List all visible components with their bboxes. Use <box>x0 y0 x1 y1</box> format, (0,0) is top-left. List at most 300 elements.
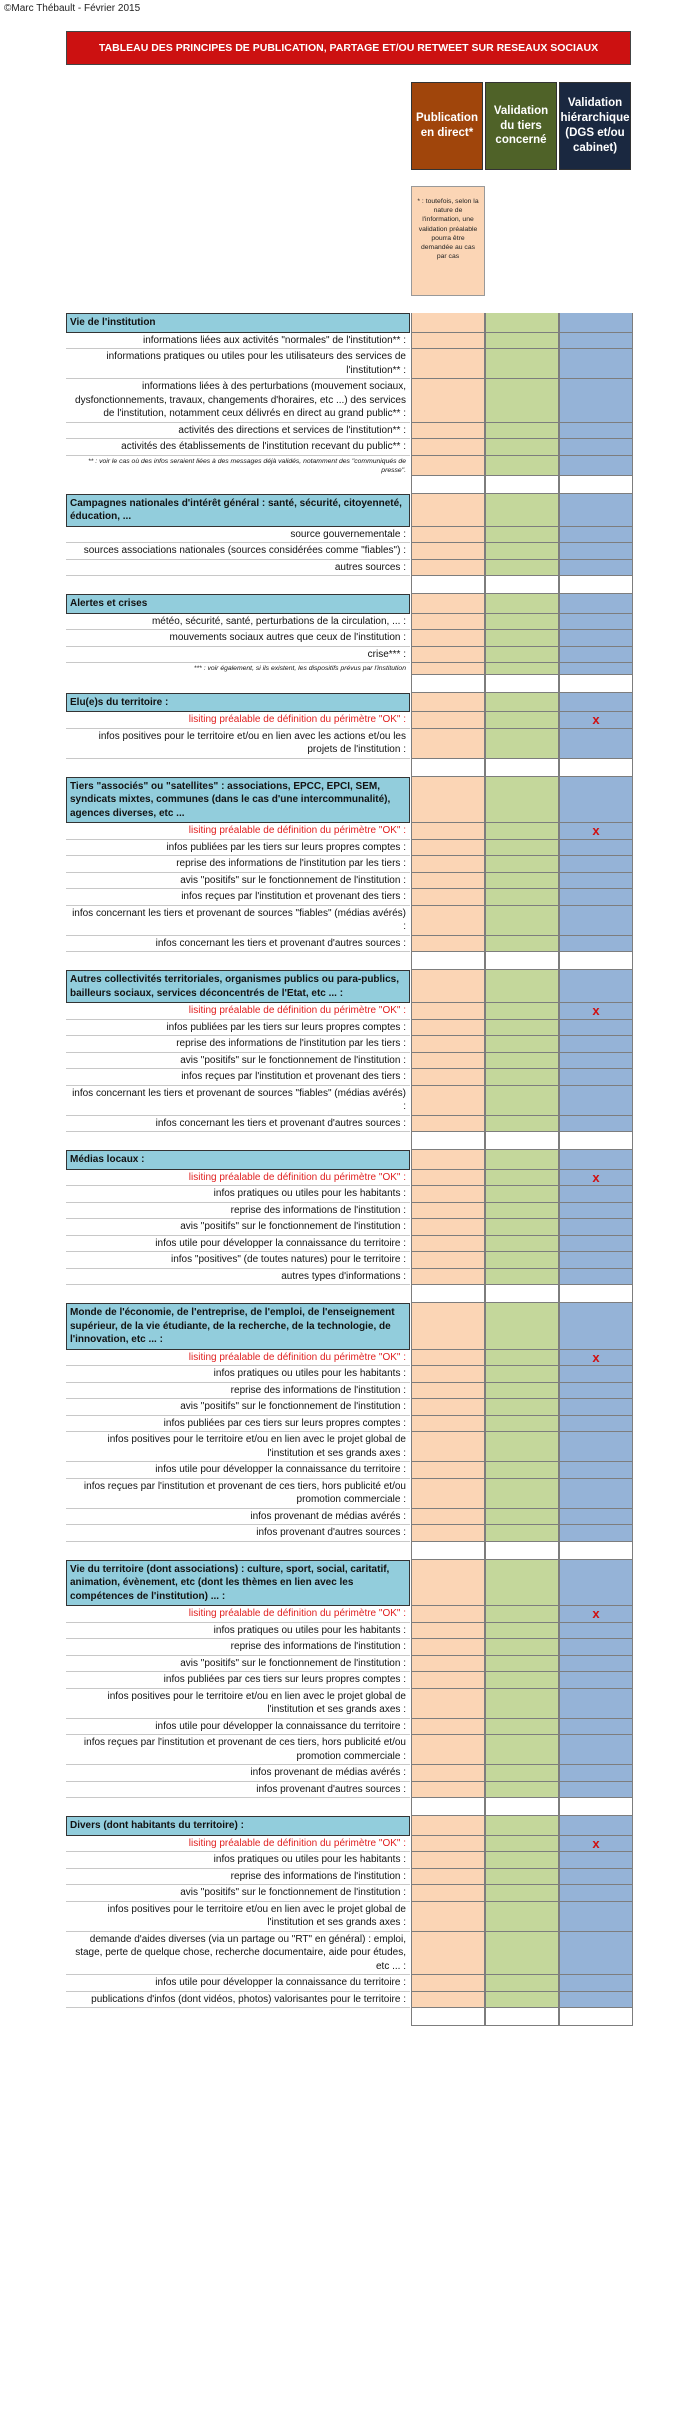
cell-validation-tiers <box>485 1560 559 1607</box>
check-mark: x <box>592 1169 600 1185</box>
cell-validation-hierarchique <box>559 1639 633 1656</box>
table-row <box>66 543 633 560</box>
check-mark: x <box>592 1003 600 1019</box>
cell-validation-tiers <box>485 1285 559 1303</box>
cell-validation-tiers <box>485 1992 559 2009</box>
table-row <box>66 1852 633 1869</box>
table-row <box>66 936 633 953</box>
cell-validation-tiers <box>485 439 559 456</box>
section-row <box>66 693 633 713</box>
cell-publication <box>411 423 485 440</box>
cell-validation-tiers <box>485 1932 559 1976</box>
cell-publication <box>411 936 485 953</box>
table-row <box>66 630 633 647</box>
cell-publication <box>411 576 485 594</box>
cell-publication <box>411 1252 485 1269</box>
cell-validation-hierarchique <box>559 1186 633 1203</box>
row-label: infos positives pour le territoire et/ou en lien avec le projet global de l'institution et ses grands axes : <box>66 1689 410 1719</box>
table-row <box>66 1509 633 1526</box>
cell-publication <box>411 1150 485 1170</box>
cell-validation-hierarchique <box>559 1170 633 1187</box>
row-label: mouvements sociaux autres que ceux de l'institution : <box>66 630 410 647</box>
table-row <box>66 1719 633 1736</box>
row-label: infos utile pour développer la connaissance du territoire : <box>66 1719 410 1736</box>
cell-publication <box>411 1383 485 1400</box>
section-title: Vie du territoire (dont associations) : culture, sport, social, caritatif, animation, évènement, etc (dont les thèmes en lien avec les compétences de l'institution) ... : <box>66 1560 410 1607</box>
cell-validation-tiers <box>485 1236 559 1253</box>
cell-publication <box>411 630 485 647</box>
spacer-row <box>66 759 633 777</box>
cell-validation-tiers <box>485 560 559 577</box>
row-label: avis "positifs" sur le fonctionnement de l'institution : <box>66 1219 410 1236</box>
table-row <box>66 1086 633 1116</box>
row-label: lisiting préalable de définition du périmètre "OK" : <box>66 823 410 840</box>
section-row <box>66 1303 633 1350</box>
cell-publication <box>411 1086 485 1116</box>
cell-validation-tiers <box>485 1816 559 1836</box>
cell-validation-tiers <box>485 1462 559 1479</box>
table-row <box>66 1689 633 1719</box>
spacer-row <box>66 952 633 970</box>
row-label: infos reçues par l'institution et provenant de ces tiers, hors publicité et/ou promotion commerciale : <box>66 1735 410 1765</box>
row-label: infos concernant les tiers et provenant de sources "fiables" (médias avérés) : <box>66 1086 410 1116</box>
footnote: *** : voir également, si ils existent, les dispositifs prévus par l'institution <box>193 665 406 673</box>
cell-validation-tiers <box>485 1086 559 1116</box>
cell-validation-hierarchique <box>559 1285 633 1303</box>
cell-publication <box>411 952 485 970</box>
cell-publication <box>411 1350 485 1367</box>
cell-validation-tiers <box>485 1765 559 1782</box>
cell-validation-hierarchique <box>559 333 633 350</box>
table-row <box>66 1236 633 1253</box>
cell-validation-hierarchique <box>559 1350 633 1367</box>
table-row <box>66 349 633 379</box>
cell-validation-hierarchique <box>559 647 633 664</box>
cell-publication <box>411 1509 485 1526</box>
spacer-row <box>66 476 633 494</box>
table-row <box>66 1036 633 1053</box>
cell-validation-tiers <box>485 423 559 440</box>
table-row <box>66 1069 633 1086</box>
cell-publication <box>411 560 485 577</box>
table-row <box>66 647 633 664</box>
row-label: informations liées à des perturbations (mouvement sociaux, dysfonctionnements, travaux, changements d'horaires, etc ...) des services de l'institution, notamment ceux délivrés en direct au grand public** : <box>66 379 410 423</box>
cell-publication <box>411 1689 485 1719</box>
table-row <box>66 1782 633 1799</box>
cell-publication <box>411 693 485 713</box>
section-title: Médias locaux : <box>66 1150 410 1170</box>
cell-validation-hierarchique <box>559 1399 633 1416</box>
cell-validation-tiers <box>485 1069 559 1086</box>
cell-validation-tiers <box>485 1132 559 1150</box>
table-row <box>66 1116 633 1133</box>
table-row <box>66 1186 633 1203</box>
spacer-row <box>66 576 633 594</box>
cell-validation-hierarchique <box>559 1069 633 1086</box>
cell-validation-tiers <box>485 936 559 953</box>
cell-validation-tiers <box>485 663 559 674</box>
table-row <box>66 1383 633 1400</box>
table-row <box>66 1885 633 1902</box>
cell-validation-tiers <box>485 313 559 333</box>
table-row <box>66 1672 633 1689</box>
table-row <box>66 1932 633 1976</box>
cell-publication <box>411 675 485 693</box>
cell-validation-hierarchique <box>559 1203 633 1220</box>
spacer <box>66 476 410 494</box>
cell-validation-hierarchique <box>559 594 633 614</box>
row-label: publications d'infos (dont vidéos, photos) valorisantes pour le territoire : <box>66 1992 410 2009</box>
row-label: avis "positifs" sur le fonctionnement de l'institution : <box>66 1885 410 1902</box>
cell-validation-tiers <box>485 1252 559 1269</box>
cell-publication <box>411 1606 485 1623</box>
cell-validation-hierarchique <box>559 1689 633 1719</box>
cell-validation-hierarchique <box>559 840 633 857</box>
row-label: autres sources : <box>66 560 410 577</box>
table-row <box>66 1869 633 1886</box>
cell-publication <box>411 1116 485 1133</box>
cell-publication <box>411 1036 485 1053</box>
cell-validation-hierarchique <box>559 970 633 1003</box>
cell-validation-hierarchique <box>559 576 633 594</box>
column-header-validation-tiers: Validation du tiers concerné <box>485 82 557 170</box>
cell-validation-hierarchique <box>559 729 633 759</box>
table-row <box>66 1479 633 1509</box>
cell-validation-tiers <box>485 889 559 906</box>
cell-validation-hierarchique <box>559 1992 633 2009</box>
cell-publication <box>411 1992 485 2009</box>
cell-validation-hierarchique <box>559 1416 633 1433</box>
cell-validation-tiers <box>485 1003 559 1020</box>
section-title: Elu(e)s du territoire : <box>66 693 410 713</box>
row-label: reprise des informations de l'institution : <box>66 1203 410 1220</box>
cell-validation-hierarchique <box>559 1782 633 1799</box>
table-row <box>66 333 633 350</box>
cell-validation-hierarchique <box>559 1885 633 1902</box>
cell-validation-tiers <box>485 712 559 729</box>
cell-validation-tiers <box>485 1053 559 1070</box>
row-label: reprise des informations de l'institution par les tiers : <box>66 1036 410 1053</box>
spacer-row <box>66 1285 633 1303</box>
table-row <box>66 439 633 456</box>
cell-validation-tiers <box>485 543 559 560</box>
table-row <box>66 1462 633 1479</box>
cell-validation-hierarchique <box>559 1816 633 1836</box>
section-title: Alertes et crises <box>66 594 410 614</box>
cell-validation-hierarchique <box>559 712 633 729</box>
table-row <box>66 1639 633 1656</box>
table-row <box>66 712 633 729</box>
row-label: reprise des informations de l'institution : <box>66 1869 410 1886</box>
row-label: infos utile pour développer la connaissance du territoire : <box>66 1462 410 1479</box>
cell-validation-tiers <box>485 1303 559 1350</box>
cell-validation-hierarchique <box>559 1086 633 1116</box>
cell-publication <box>411 1885 485 1902</box>
cell-publication <box>411 1869 485 1886</box>
cell-validation-hierarchique <box>559 823 633 840</box>
cell-validation-tiers <box>485 823 559 840</box>
column-header-validation-hierarchique: Validation hiérarchique (DGS et/ou cabinet) <box>559 82 631 170</box>
table-row <box>66 856 633 873</box>
cell-publication <box>411 594 485 614</box>
cell-validation-tiers <box>485 873 559 890</box>
cell-validation-hierarchique <box>559 1269 633 1286</box>
cell-publication <box>411 1186 485 1203</box>
cell-validation-hierarchique <box>559 1479 633 1509</box>
cell-validation-hierarchique <box>559 1003 633 1020</box>
table-row <box>66 889 633 906</box>
cell-validation-tiers <box>485 494 559 527</box>
cell-validation-hierarchique <box>559 1672 633 1689</box>
cell-validation-hierarchique <box>559 1765 633 1782</box>
cell-validation-tiers <box>485 952 559 970</box>
cell-publication <box>411 1269 485 1286</box>
row-label: reprise des informations de l'institution par les tiers : <box>66 856 410 873</box>
row-label: avis "positifs" sur le fonctionnement de l'institution : <box>66 1053 410 1070</box>
cell-validation-hierarchique <box>559 889 633 906</box>
cell-validation-hierarchique <box>559 1303 633 1350</box>
row-label: infos publiées par les tiers sur leurs propres comptes : <box>66 840 410 857</box>
cell-publication <box>411 1765 485 1782</box>
table-row <box>66 873 633 890</box>
cell-publication <box>411 1053 485 1070</box>
cell-validation-tiers <box>485 1509 559 1526</box>
row-label: infos concernant les tiers et provenant de sources "fiables" (médias avérés) : <box>66 906 410 936</box>
cell-publication <box>411 729 485 759</box>
cell-validation-tiers <box>485 1902 559 1932</box>
table-row <box>66 1252 633 1269</box>
row-label: infos reçues par l'institution et provenant des tiers : <box>66 1069 410 1086</box>
copyright: ©Marc Thébault - Février 2015 <box>4 3 141 14</box>
cell-publication <box>411 527 485 544</box>
cell-validation-hierarchique <box>559 527 633 544</box>
table-row <box>66 1623 633 1640</box>
row-label: infos provenant d'autres sources : <box>66 1782 410 1799</box>
cell-publication <box>411 712 485 729</box>
cell-validation-tiers <box>485 349 559 379</box>
row-label: avis "positifs" sur le fonctionnement de l'institution : <box>66 1656 410 1673</box>
spacer <box>66 759 410 777</box>
cell-validation-hierarchique <box>559 2008 633 2026</box>
cell-publication <box>411 614 485 631</box>
row-label: source gouvernementale : <box>66 527 410 544</box>
table-row <box>66 906 633 936</box>
cell-validation-hierarchique <box>559 1236 633 1253</box>
table-row <box>66 1432 633 1462</box>
footnote: ** : voir le cas où des infos seraient liées à des messages déjà validés, notamment des "communiqués de presse". <box>88 457 406 474</box>
footnote-row <box>66 663 633 674</box>
cell-publication <box>411 1639 485 1656</box>
cell-validation-tiers <box>485 1219 559 1236</box>
cell-validation-tiers <box>485 379 559 423</box>
row-label: lisiting préalable de définition du périmètre "OK" : <box>66 1606 410 1623</box>
cell-publication <box>411 2008 485 2026</box>
cell-validation-hierarchique <box>559 1116 633 1133</box>
cell-validation-tiers <box>485 1975 559 1992</box>
cell-publication <box>411 1932 485 1976</box>
row-label: infos pratiques ou utiles pour les habitants : <box>66 1186 410 1203</box>
cell-publication <box>411 1623 485 1640</box>
cell-validation-hierarchique <box>559 1656 633 1673</box>
cell-publication <box>411 439 485 456</box>
cell-publication <box>411 476 485 494</box>
cell-validation-tiers <box>485 2008 559 2026</box>
row-label: lisiting préalable de définition du périmètre "OK" : <box>66 1003 410 1020</box>
cell-publication <box>411 823 485 840</box>
cell-validation-hierarchique <box>559 663 633 674</box>
cell-publication <box>411 1852 485 1869</box>
cell-publication <box>411 456 485 476</box>
cell-validation-hierarchique <box>559 952 633 970</box>
table-row <box>66 1836 633 1853</box>
row-label: infos publiées par ces tiers sur leurs propres comptes : <box>66 1416 410 1433</box>
check-mark: x <box>592 1606 600 1622</box>
row-label: autres types d'informations : <box>66 1269 410 1286</box>
cell-publication <box>411 1303 485 1350</box>
cell-publication <box>411 349 485 379</box>
cell-publication <box>411 1285 485 1303</box>
row-label: infos positives pour le territoire et/ou en lien avec les actions et/ou les projets de l'institution : <box>66 729 410 759</box>
cell-validation-hierarchique <box>559 1902 633 1932</box>
cell-validation-hierarchique <box>559 1432 633 1462</box>
cell-validation-tiers <box>485 1542 559 1560</box>
note-box: * : toutefois, selon la nature de l'information, une validation préalable pourra être demandée au cas par cas <box>411 186 485 296</box>
cell-validation-hierarchique <box>559 560 633 577</box>
cell-validation-hierarchique <box>559 1020 633 1037</box>
cell-validation-hierarchique <box>559 1509 633 1526</box>
cell-publication <box>411 970 485 1003</box>
column-header-publication: Publication en direct* <box>411 82 483 170</box>
cell-validation-hierarchique <box>559 1869 633 1886</box>
cell-validation-tiers <box>485 1656 559 1673</box>
cell-validation-hierarchique <box>559 1719 633 1736</box>
cell-validation-tiers <box>485 693 559 713</box>
row-label: infos provenant d'autres sources : <box>66 1525 410 1542</box>
table-row <box>66 1656 633 1673</box>
cell-publication <box>411 889 485 906</box>
table-row <box>66 1219 633 1236</box>
cell-publication <box>411 1560 485 1607</box>
cell-publication <box>411 1462 485 1479</box>
cell-publication <box>411 1479 485 1509</box>
cell-validation-tiers <box>485 759 559 777</box>
row-label: infos reçues par l'institution et provenant de ces tiers, hors publicité et/ou promotion commerciale : <box>66 1479 410 1509</box>
spacer <box>66 1798 410 1816</box>
row-label: infos reçues par l'institution et provenant des tiers : <box>66 889 410 906</box>
cell-validation-tiers <box>485 1885 559 1902</box>
cell-validation-hierarchique <box>559 1735 633 1765</box>
row-label: infos pratiques ou utiles pour les habitants : <box>66 1623 410 1640</box>
section-title: Monde de l'économie, de l'entreprise, de l'emploi, de l'enseignement supérieur, de la vie étudiante, de la recherche, de la technologie, de l'innovation, etc ... : <box>66 1303 410 1350</box>
cell-validation-tiers <box>485 476 559 494</box>
spacer <box>66 952 410 970</box>
cell-publication <box>411 1236 485 1253</box>
cell-publication <box>411 1656 485 1673</box>
row-label: lisiting préalable de définition du périmètre "OK" : <box>66 1350 410 1367</box>
cell-validation-tiers <box>485 333 559 350</box>
check-mark: x <box>592 712 600 728</box>
cell-validation-tiers <box>485 1735 559 1765</box>
table-row <box>66 1902 633 1932</box>
cell-validation-hierarchique <box>559 1219 633 1236</box>
table-row <box>66 1416 633 1433</box>
table-row <box>66 1020 633 1037</box>
cell-validation-tiers <box>485 1383 559 1400</box>
spacer <box>66 1285 410 1303</box>
cell-publication <box>411 1416 485 1433</box>
principles-table <box>66 313 633 2026</box>
table-row <box>66 1399 633 1416</box>
cell-validation-hierarchique <box>559 1798 633 1816</box>
cell-publication <box>411 1782 485 1799</box>
row-label: infos publiées par ces tiers sur leurs propres comptes : <box>66 1672 410 1689</box>
table-row <box>66 614 633 631</box>
cell-validation-hierarchique <box>559 759 633 777</box>
cell-validation-tiers <box>485 1269 559 1286</box>
cell-publication <box>411 1366 485 1383</box>
cell-publication <box>411 777 485 824</box>
cell-validation-tiers <box>485 1798 559 1816</box>
cell-validation-tiers <box>485 1020 559 1037</box>
cell-validation-hierarchique <box>559 543 633 560</box>
cell-validation-hierarchique <box>559 777 633 824</box>
row-label: infos concernant les tiers et provenant d'autres sources : <box>66 1116 410 1133</box>
cell-validation-hierarchique <box>559 1366 633 1383</box>
cell-publication <box>411 1170 485 1187</box>
cell-validation-hierarchique <box>559 1525 633 1542</box>
cell-validation-hierarchique <box>559 1560 633 1607</box>
row-label: infos positives pour le territoire et/ou en lien avec le projet global de l'institution et ses grands axes : <box>66 1902 410 1932</box>
table-row <box>66 423 633 440</box>
cell-validation-tiers <box>485 1869 559 1886</box>
cell-publication <box>411 1203 485 1220</box>
cell-validation-tiers <box>485 1525 559 1542</box>
table-row <box>66 1350 633 1367</box>
cell-publication <box>411 1719 485 1736</box>
table-row <box>66 1269 633 1286</box>
cell-validation-hierarchique <box>559 439 633 456</box>
check-mark: x <box>592 823 600 839</box>
cell-validation-tiers <box>485 1852 559 1869</box>
cell-validation-tiers <box>485 1186 559 1203</box>
cell-publication <box>411 1432 485 1462</box>
cell-validation-hierarchique <box>559 1606 633 1623</box>
table-row <box>66 729 633 759</box>
cell-validation-tiers <box>485 1719 559 1736</box>
table-row <box>66 1606 633 1623</box>
cell-validation-tiers <box>485 1606 559 1623</box>
cell-validation-tiers <box>485 1782 559 1799</box>
row-label: avis "positifs" sur le fonctionnement de l'institution : <box>66 873 410 890</box>
table-row <box>66 1735 633 1765</box>
cell-validation-hierarchique <box>559 693 633 713</box>
row-label: infos utile pour développer la connaissance du territoire : <box>66 1236 410 1253</box>
cell-validation-hierarchique <box>559 423 633 440</box>
cell-validation-tiers <box>485 614 559 631</box>
cell-publication <box>411 1735 485 1765</box>
row-label: reprise des informations de l'institution : <box>66 1383 410 1400</box>
row-label: infos pratiques ou utiles pour les habitants : <box>66 1366 410 1383</box>
table-row <box>66 1003 633 1020</box>
cell-publication <box>411 1798 485 1816</box>
cell-publication <box>411 1672 485 1689</box>
row-label: météo, sécurité, santé, perturbations de la circulation, ... : <box>66 614 410 631</box>
cell-validation-tiers <box>485 527 559 544</box>
cell-validation-tiers <box>485 1150 559 1170</box>
section-title: Divers (dont habitants du territoire) : <box>66 1816 410 1836</box>
row-label: demande d'aides diverses (via un partage ou "RT" en général) : emploi, stage, perte de quelque chose, recherche documentaire, aide pour études, etc ... : <box>66 1932 410 1976</box>
section-row <box>66 1560 633 1607</box>
